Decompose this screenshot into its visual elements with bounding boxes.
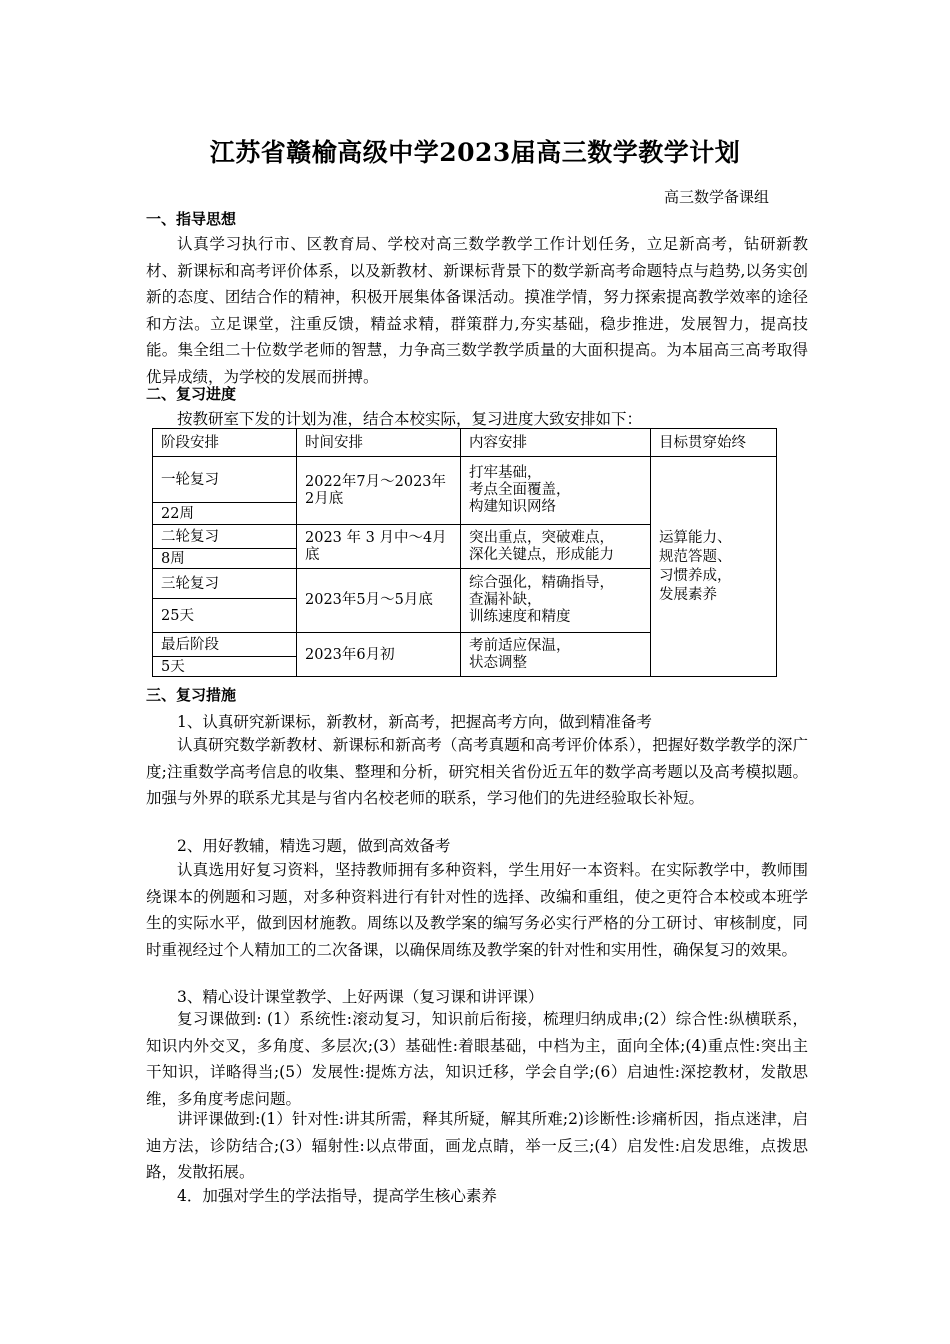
stage-cell: 一轮复习 <box>153 457 297 503</box>
measure-3-review-lessons: 复习课做到: (1）系统性:滚动复习，知识前后衔接，梳理归纳成串;(2）综合性:纵横联系，知识内外交叉，多角度、多层次;(3）基础性:着眼基础，中档为主，面向全体;(4)重点性:突出主干知识，详略得当;(5）发展性:提炼方法，知识迁移，学会自学;(6）启迪性:深挖教材，发散思维，多角度考虑问题。 <box>146 1010 808 1108</box>
review-progress-intro: 按教研室下发的计划为准，结合本校实际，复习进度大致安排如下： <box>177 410 643 428</box>
time-cell: 2023 年 3 月中～4月底 <box>297 525 461 569</box>
table-row <box>153 457 777 503</box>
goal-cell <box>651 457 777 677</box>
content-line: 打牢基础， <box>469 465 542 481</box>
duration-cell: 25天 <box>153 599 297 633</box>
content-line: 突出重点，突破难点， <box>469 529 614 546</box>
content-cell <box>461 633 651 677</box>
content-line: 深化关键点，形成能力 <box>469 546 614 563</box>
stage-cell: 三轮复习 <box>153 569 297 599</box>
measure-4-title: 4．加强对学生的学法指导，提高学生核心素养 <box>177 1187 497 1205</box>
content-line: 查漏补缺， <box>469 592 542 608</box>
content-cell <box>461 569 651 633</box>
time-cell: 2023年5月～5月底 <box>297 569 461 633</box>
stage-cell: 最后阶段 <box>153 633 297 657</box>
stage-cell: 二轮复习 <box>153 525 297 549</box>
content-line: 考点全面覆盖， <box>469 482 571 498</box>
measure-1-text: 认真研究数学新教材、新课标和新高考（高考真题和高考评价体系），把握好数学教学的深广度;注重数学高考信息的收集、整理和分析，研究相关省份近五年的数学高考题以及高考模拟题。加强与外界的联系尤其是与省内名校老师的联系，学习他们的先进经验取长补短。 <box>146 736 808 807</box>
measure-3-comment-lessons: 讲评课做到:(1）针对性:讲其所需，释其所疑，解其所难;2)诊断性:诊痛析因，指点迷津，启迪方法，诊防结合;(3）辐射性:以点带面，画龙点睛，举一反三;(4）启发性:启发思维，点拨思路，发散拓展。 <box>146 1110 808 1181</box>
duration-cell: 22周 <box>153 503 297 525</box>
time-cell: 2022年7月～2023年2月底 <box>297 457 461 525</box>
time-cell: 2023年6月初 <box>297 633 461 677</box>
goal-line: 运算能力、 <box>659 529 732 546</box>
section-heading-guiding-ideology: 一、指导思想 <box>146 210 237 228</box>
document-title: 江苏省赣榆高级中学2023届高三数学教学计划 <box>209 138 741 167</box>
section-heading-review-measures: 三、复习措施 <box>146 686 237 704</box>
content-line: 考前适应保温， <box>469 637 571 654</box>
measure-2-title: 2、用好教辅，精选习题，做到高效备考 <box>177 837 451 855</box>
goal-line: 发展素养 <box>659 586 717 603</box>
measure-2-text: 认真选用好复习资料，坚持教师拥有多种资料，学生用好一本资料。在实际教学中，教师围绕课本的例题和习题，对多种资料进行有针对性的选择、改编和重组，使之更符合本校或本班学生的实际水平，做到因材施教。周练以及教学案的编写务必实行严格的分工研讨、审核制度，同时重视经过个人精加工的二次备课，以确保周练及教学案的针对性和实用性，确保复习的效果。 <box>146 861 808 959</box>
goal-line: 规范答题、 <box>659 548 732 565</box>
section-heading-review-progress: 二、复习进度 <box>146 385 237 403</box>
schedule-table <box>152 428 777 677</box>
content-cell <box>461 525 651 569</box>
table-header-cell: 阶段安排 <box>153 429 297 457</box>
measure-3-title: 3、精心设计课堂教学、上好两课（复习课和讲评课） <box>177 988 544 1006</box>
table-header-cell: 时间安排 <box>297 429 461 457</box>
content-line: 训练速度和精度 <box>469 609 571 625</box>
content-line: 构建知识网络 <box>469 499 556 515</box>
table-header-cell: 目标贯穿始终 <box>651 429 777 457</box>
duration-cell: 5天 <box>153 657 297 677</box>
content-line: 状态调整 <box>469 654 527 671</box>
table-header-row <box>153 429 777 457</box>
paragraph-guiding-ideology: 认真学习执行市、区教育局、学校对高三数学教学工作计划任务，立足新高考，钻研新教材、新课标和高考评价体系，以及新教材、新课标背景下的数学新高考命题特点与趋势,以务实创新的态度、团结合作的精神，积极开展集体备课活动。摸准学情，努力探索提高教学效率的途径和方法。立足课堂，注重反馈，精益求精，群策群力,夯实基础，稳步推进，发展智力，提高技能。集全组二十位数学老师的智慧，力争高三数学教学质量的大面积提高。为本届高三高考取得优异成绩，为学校的发展而拼搏。 <box>146 235 808 386</box>
measure-1-title: 1、认真研究新课标，新教材，新高考，把握高考方向，做到精准备考 <box>177 713 652 731</box>
table-header-cell: 内容安排 <box>461 429 651 457</box>
content-cell <box>461 457 651 525</box>
duration-cell: 8周 <box>153 549 297 569</box>
goal-line: 习惯养成， <box>659 567 732 584</box>
author-line: 高三数学备课组 <box>664 188 770 206</box>
content-line: 综合强化，精确指导， <box>469 575 614 591</box>
